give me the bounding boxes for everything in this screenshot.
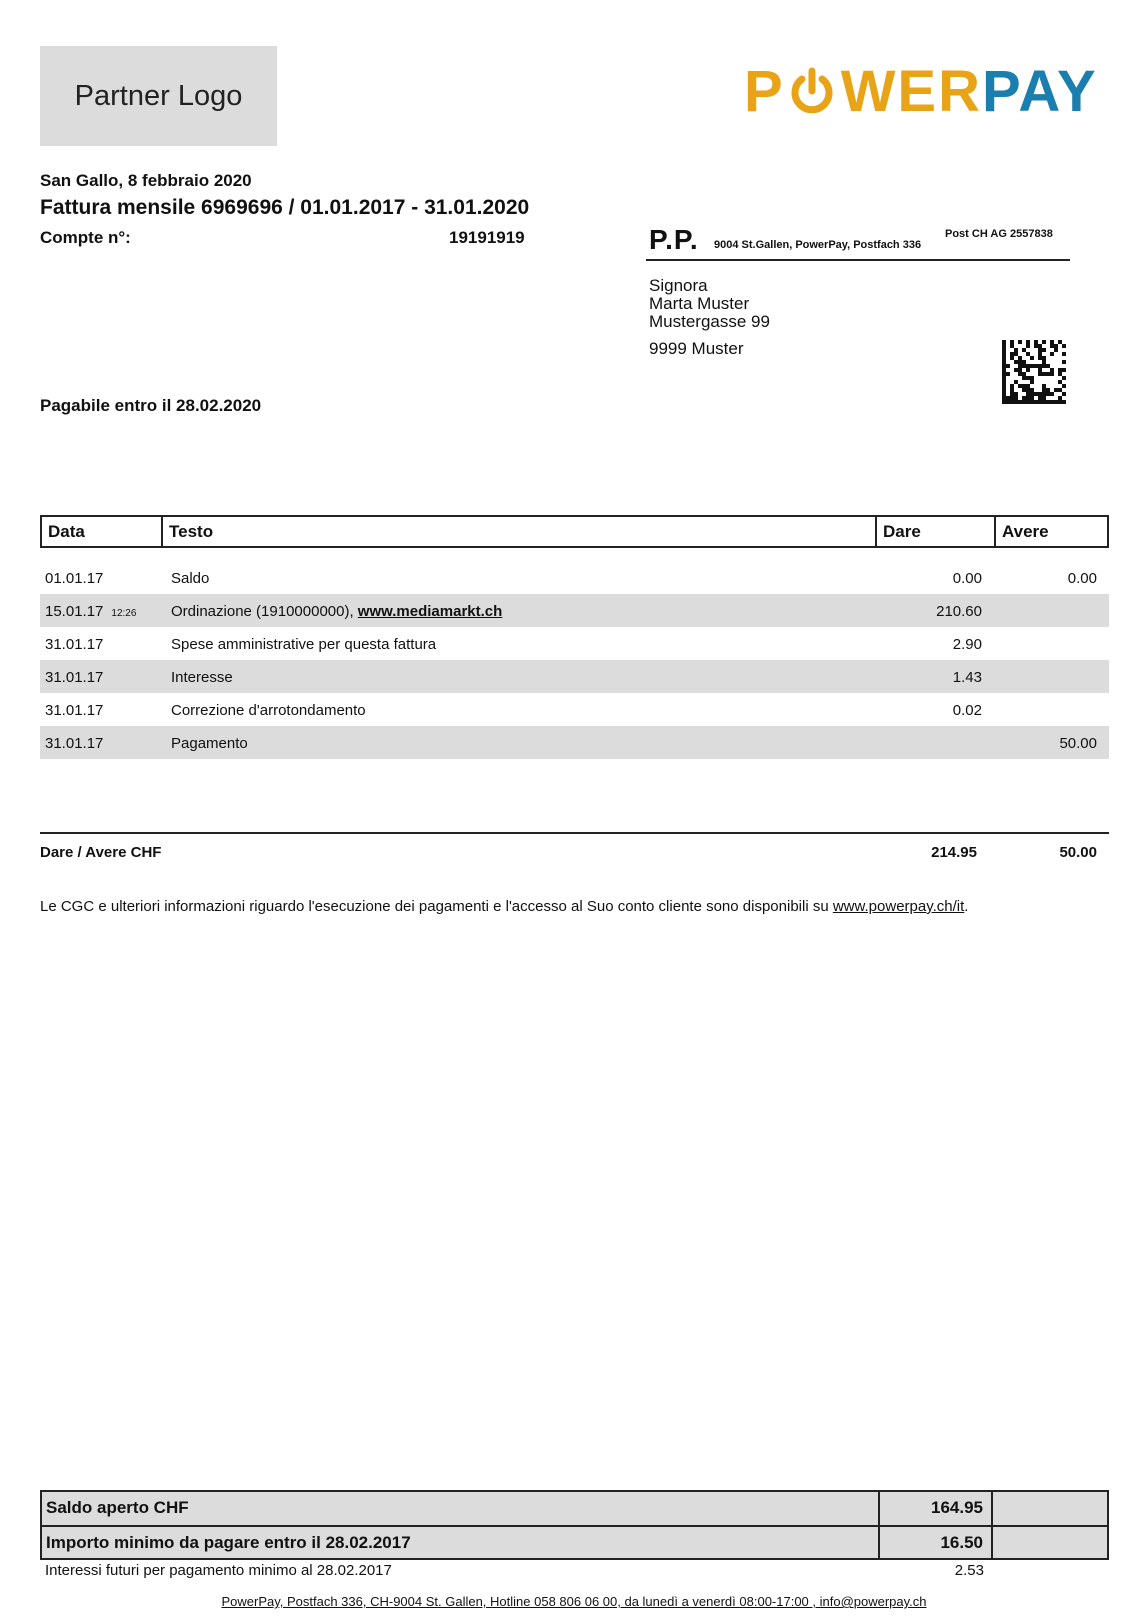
row-dare: 0.00 xyxy=(952,570,982,587)
minimum-payment-value: 16.50 xyxy=(880,1527,993,1558)
future-interest-label: Interessi futuri per pagamento minimo al 28.02.2017 xyxy=(45,1562,392,1579)
terms-info-text: Le CGC e ulteriori informazioni riguardo l'esecuzione dei pagamenti e l'accesso al Suo conto cliente sono disponibili su xyxy=(40,898,833,915)
recipient-city: 9999 Muster xyxy=(649,339,744,358)
row-dare: 2.90 xyxy=(952,636,982,653)
row-dare: 0.02 xyxy=(952,702,982,719)
recipient-address xyxy=(649,277,770,331)
row-text: Saldo xyxy=(171,570,210,587)
payable-by: Pagabile entro il 28.02.2020 xyxy=(40,396,262,415)
row-text-value: Ordinazione (1910000000), xyxy=(171,603,358,620)
row-time: 12:26 xyxy=(111,608,137,619)
header-avere: Avere xyxy=(994,517,1107,546)
minimum-payment-row xyxy=(42,1525,1107,1558)
row-date-value: 15.01.17 xyxy=(45,603,104,620)
row-date xyxy=(45,603,136,620)
powerpay-website-link[interactable]: www.powerpay.ch/it xyxy=(832,898,965,915)
post-ch-number: Post CH AG 2557838 xyxy=(945,228,1053,240)
table-row xyxy=(40,660,1109,693)
power-button-icon xyxy=(787,67,837,117)
terms-info xyxy=(40,898,968,915)
recipient-salutation: Signora xyxy=(649,276,708,295)
logo-text-wer: WER xyxy=(840,59,983,124)
pp-postage-mark: P.P. xyxy=(649,224,699,255)
row-date: 31.01.17 xyxy=(45,702,104,719)
postage-divider xyxy=(646,259,1070,261)
footer-text: PowerPay, Postfach 336, CH-9004 St. Gallen, Hotline 058 806 06 00, da lunedì a venerdì 08:00-17:00 , info@powerpay.ch xyxy=(221,1594,927,1609)
table-row xyxy=(40,594,1109,627)
row-date: 31.01.17 xyxy=(45,636,104,653)
minimum-payment-empty-cell xyxy=(993,1527,1107,1558)
open-balance-empty-cell xyxy=(993,1492,1107,1525)
totals-label: Dare / Avere CHF xyxy=(40,844,162,861)
future-interest-value: 2.53 xyxy=(954,1562,984,1579)
row-text: Correzione d'arrotondamento xyxy=(171,702,366,719)
logo-letter-p: P xyxy=(744,59,785,124)
transactions-table-header xyxy=(40,515,1109,548)
row-date: 31.01.17 xyxy=(45,669,104,686)
minimum-payment-label: Importo minimo da pagare entro il 28.02.2017 xyxy=(42,1527,880,1558)
row-text: Spese amministrative per questa fattura xyxy=(171,636,437,653)
summary-box xyxy=(40,1490,1109,1560)
footer xyxy=(0,1594,1148,1609)
row-date: 31.01.17 xyxy=(45,735,104,752)
row-dare: 210.60 xyxy=(936,603,982,620)
open-balance-value: 164.95 xyxy=(880,1492,993,1525)
pp-sender-address: 9004 St.Gallen, PowerPay, Postfach 336 xyxy=(714,239,922,251)
row-text: Interesse xyxy=(171,669,233,686)
totals-divider xyxy=(40,832,1109,834)
partner-logo xyxy=(40,46,277,146)
row-text xyxy=(171,603,502,620)
account-number: 19191919 xyxy=(449,228,525,247)
header-dare: Dare xyxy=(875,517,994,546)
row-avere: 50.00 xyxy=(1059,735,1097,752)
table-row xyxy=(40,693,1109,726)
account-label: Compte n°: xyxy=(40,228,131,247)
table-row xyxy=(40,726,1109,759)
row-dare: 1.43 xyxy=(952,669,982,686)
table-row xyxy=(40,561,1109,594)
table-row xyxy=(40,627,1109,660)
logo-text-pay: PAY xyxy=(982,59,1098,124)
merchant-link[interactable]: www.mediamarkt.ch xyxy=(357,603,503,620)
transactions-table-body xyxy=(40,561,1109,759)
totals-dare: 214.95 xyxy=(931,844,977,861)
header-testo: Testo xyxy=(161,517,875,546)
row-avere: 0.00 xyxy=(1067,570,1097,587)
recipient-name: Marta Muster xyxy=(649,294,750,313)
open-balance-row xyxy=(42,1492,1107,1525)
powerpay-logo xyxy=(744,60,1098,124)
header-data: Data xyxy=(48,522,85,541)
row-date: 01.01.17 xyxy=(45,570,104,587)
recipient-street: Mustergasse 99 xyxy=(649,312,770,331)
datamatrix-code-icon xyxy=(1002,340,1066,404)
row-text: Pagamento xyxy=(171,735,248,752)
totals-avere: 50.00 xyxy=(1059,844,1097,861)
open-balance-label: Saldo aperto CHF xyxy=(42,1492,880,1525)
partner-logo-text: Partner Logo xyxy=(74,79,243,112)
terms-info-suffix: . xyxy=(964,898,969,915)
invoice-title: Fattura mensile 6969696 / 01.01.2017 - 31.01.2020 xyxy=(40,196,530,219)
document-date: San Gallo, 8 febbraio 2020 xyxy=(40,171,252,190)
